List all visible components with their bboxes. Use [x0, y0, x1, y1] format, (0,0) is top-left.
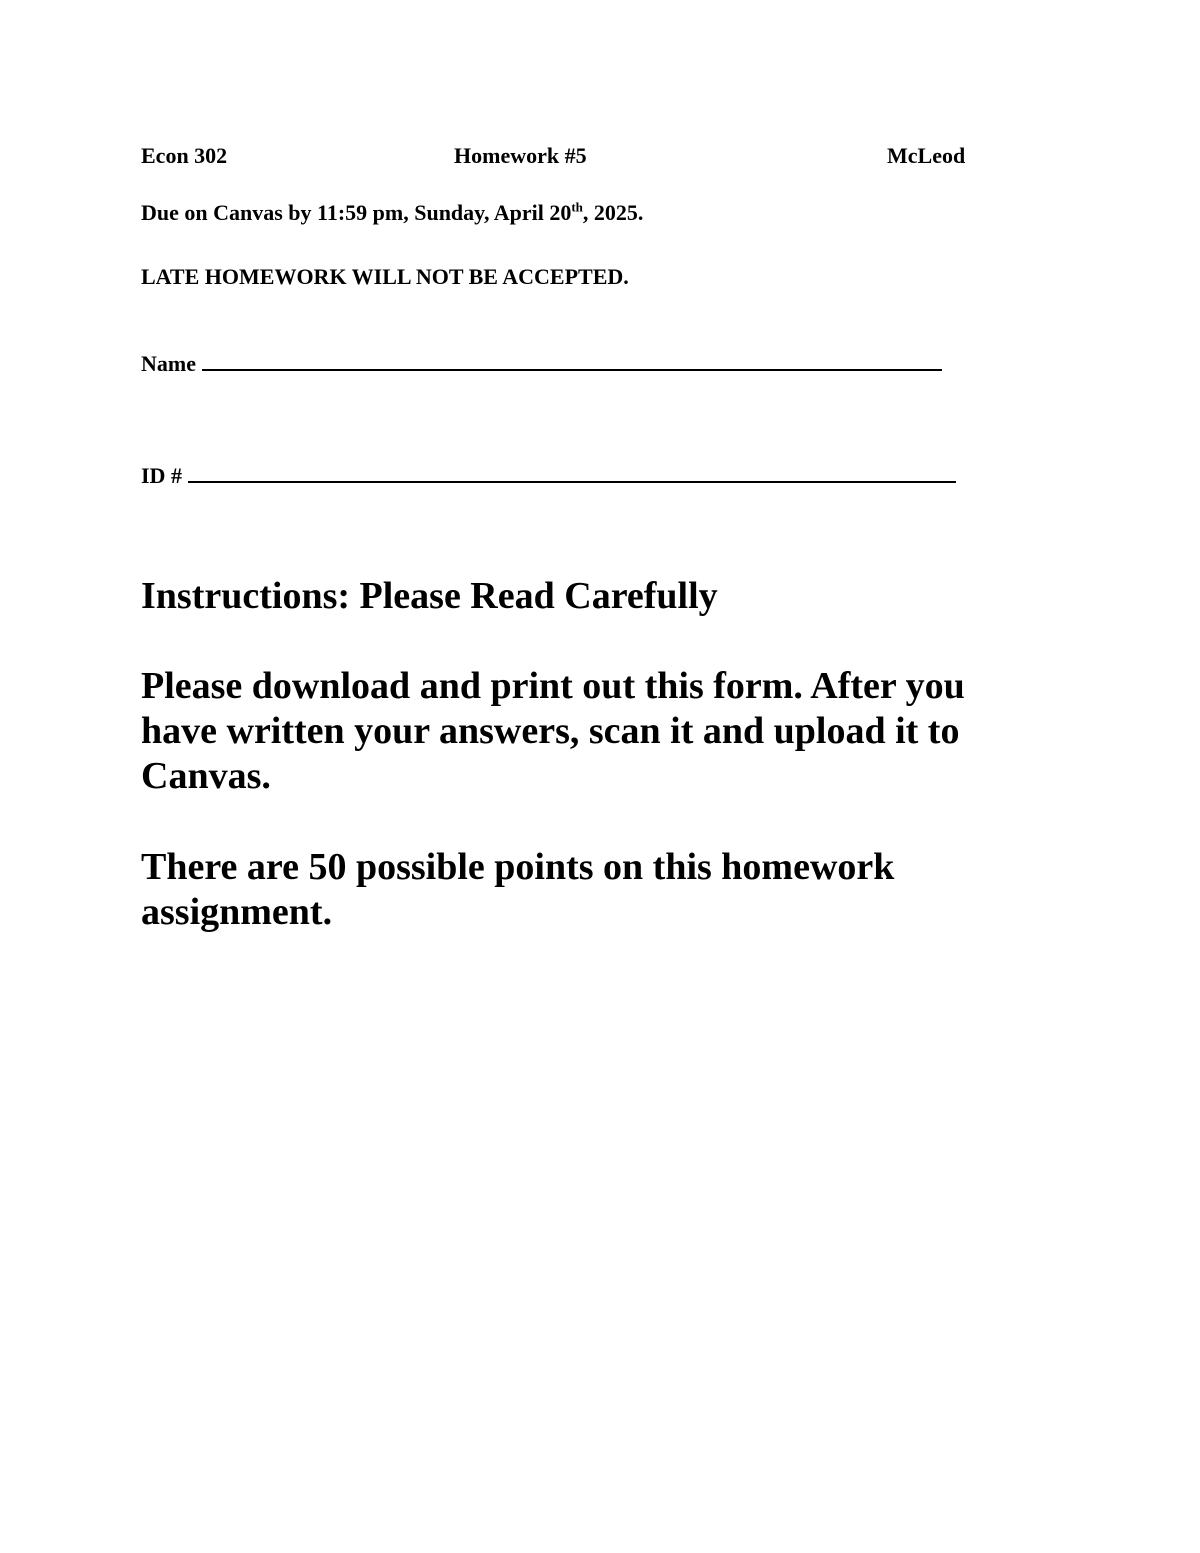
- instructions-paragraph-upload: Please download and print out this form. After you have written your answers, scan it and upload it to Canvas.: [141, 665, 965, 797]
- assignment-title: Homework #5: [454, 143, 587, 168]
- course-name: Econ 302: [141, 143, 228, 168]
- name-blank-line: [202, 353, 942, 371]
- due-date-prefix: Due on Canvas by 11:59 pm, Sunday, April 20: [141, 200, 572, 225]
- name-field: [141, 351, 942, 377]
- due-date-line: [141, 200, 643, 226]
- id-label: ID #: [141, 463, 182, 488]
- instructions-title: Instructions: Please Read Carefully: [141, 575, 718, 617]
- instructions-paragraph-points: There are 50 possible points on this homework assignment.: [141, 846, 895, 933]
- id-field: [141, 463, 956, 489]
- instructor-name: McLeod: [887, 143, 966, 168]
- header-row: [141, 143, 991, 173]
- due-date-suffix: , 2025.: [582, 200, 644, 225]
- due-date-ordinal: th: [571, 199, 583, 215]
- name-label: Name: [141, 351, 196, 376]
- late-notice: LATE HOMEWORK WILL NOT BE ACCEPTED.: [141, 264, 629, 289]
- id-blank-line: [188, 465, 956, 483]
